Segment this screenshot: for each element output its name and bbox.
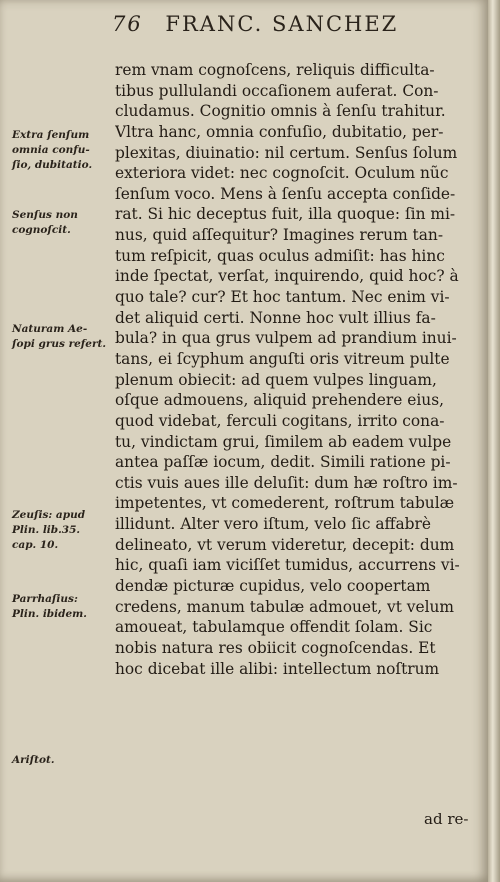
text-line: plenum obiecit: ad quem vulpes linguam, — [115, 370, 437, 389]
text-line: bula? in qua grus vulpem ad prandium inui- — [115, 329, 457, 348]
text-line: tum reſpicit, quas oculus admiſit: has hinc — [115, 246, 445, 265]
marginal-note — [12, 753, 112, 768]
marginal-note-line: cognoſcit. — [12, 224, 71, 236]
text-line: quo tale? cur? Et hoc tantum. Nec enim vi- — [115, 288, 450, 307]
text-line: rem vnam cognoſcens, reliquis difficulta- — [115, 61, 435, 79]
marginal-note-line: Parrhaſius: — [12, 593, 78, 605]
catchword: ad re- — [424, 810, 469, 828]
marginal-note-line: ſopi grus refert. — [12, 338, 107, 350]
text-line: rat. Si hic deceptus fuit, illa quoque: ſin mi- — [115, 205, 456, 224]
text-line: antea paſſæ iocum, dedit. Simili ratione pi- — [115, 453, 451, 472]
text-line: amoueat, tabulamque offendit ſolam. Sic — [115, 618, 433, 637]
marginal-note-line: Extra ſenſum — [12, 129, 90, 141]
marginal-note-line: Ariſtot. — [12, 754, 55, 766]
text-line: oſque admouens, aliquid prehendere eius, — [115, 391, 444, 410]
text-line: plexitas, diuinatio: nil certum. Senſus ſolum — [115, 143, 458, 162]
marginal-note-line: Plin. ibidem. — [12, 608, 87, 620]
text-line: tibus pullulandi occaſionem auferat. Con- — [115, 81, 439, 100]
text-line: impetentes, vt comederent, roſtrum tabulæ — [115, 494, 455, 513]
text-line: dendæ picturæ cupidus, velo coopertam — [115, 577, 431, 596]
text-line: cludamus. Cognitio omnis à ſenſu trahitur. — [115, 102, 446, 121]
text-line: nus, quid aſſequitur? Imagines rerum tan- — [115, 226, 444, 245]
text-line: delineato, vt verum videretur, decepit: dum — [115, 535, 455, 554]
text-line: tu, vindictam grui, ſimilem ab eadem vulpe — [115, 432, 452, 451]
text-line: ſenſum voco. Mens à ſenſu accepta conſide- — [115, 184, 456, 203]
marginal-note — [12, 508, 112, 553]
marginal-note-line: Senſus non — [12, 209, 78, 221]
marginal-note — [12, 128, 112, 173]
text-line: illidunt. Alter vero iſtum, velo ſic affabrè — [115, 515, 431, 534]
running-title: FRANC. SANCHEZ — [165, 12, 399, 36]
page-edge — [488, 0, 500, 882]
marginal-note-line: cap. 10. — [12, 539, 59, 551]
marginal-note-line: Zeuſis: apud — [12, 509, 86, 521]
marginal-note-line: omnia confu- — [12, 144, 90, 156]
marginal-note-line: ſio, dubitatio. — [12, 159, 93, 171]
marginal-note — [12, 208, 112, 238]
marginal-note — [12, 592, 112, 622]
text-line: quod videbat, ferculi cogitans, irrito cona- — [115, 411, 445, 430]
text-line: inde ſpectat, verſat, inquirendo, quid hoc? à — [115, 267, 459, 286]
text-line: hoc dicebat ille alibi: intellectum noſtrum — [115, 659, 440, 678]
page-number: 76 — [112, 12, 143, 36]
text-line: ctis vuis aues ille deluſit: dum hæ roſtro im- — [115, 473, 458, 492]
text-line: exteriora videt: nec cognoſcit. Oculum nũc — [115, 164, 449, 183]
marginal-note-line: Plin. lib.35. — [12, 524, 81, 536]
page-header — [112, 12, 398, 36]
text-line: hic, quaſi iam viciſſet tumidus, accurrens vi- — [115, 556, 460, 575]
marginal-note-line: Naturam Ae- — [12, 323, 88, 335]
text-line: Vltra hanc, omnia confuſio, dubitatio, per- — [115, 122, 444, 141]
text-line: tans, ei ſcyphum anguſti oris vitreum pulte — [115, 349, 450, 368]
text-line: det aliquid certi. Nonne hoc vult illius fa- — [115, 308, 436, 327]
text-line: credens, manum tabulæ admouet, vt velum — [115, 597, 455, 616]
main-text-block — [115, 60, 487, 679]
text-line: nobis natura res obiicit cognoſcendas. Et — [115, 638, 436, 657]
marginal-note — [12, 322, 112, 352]
